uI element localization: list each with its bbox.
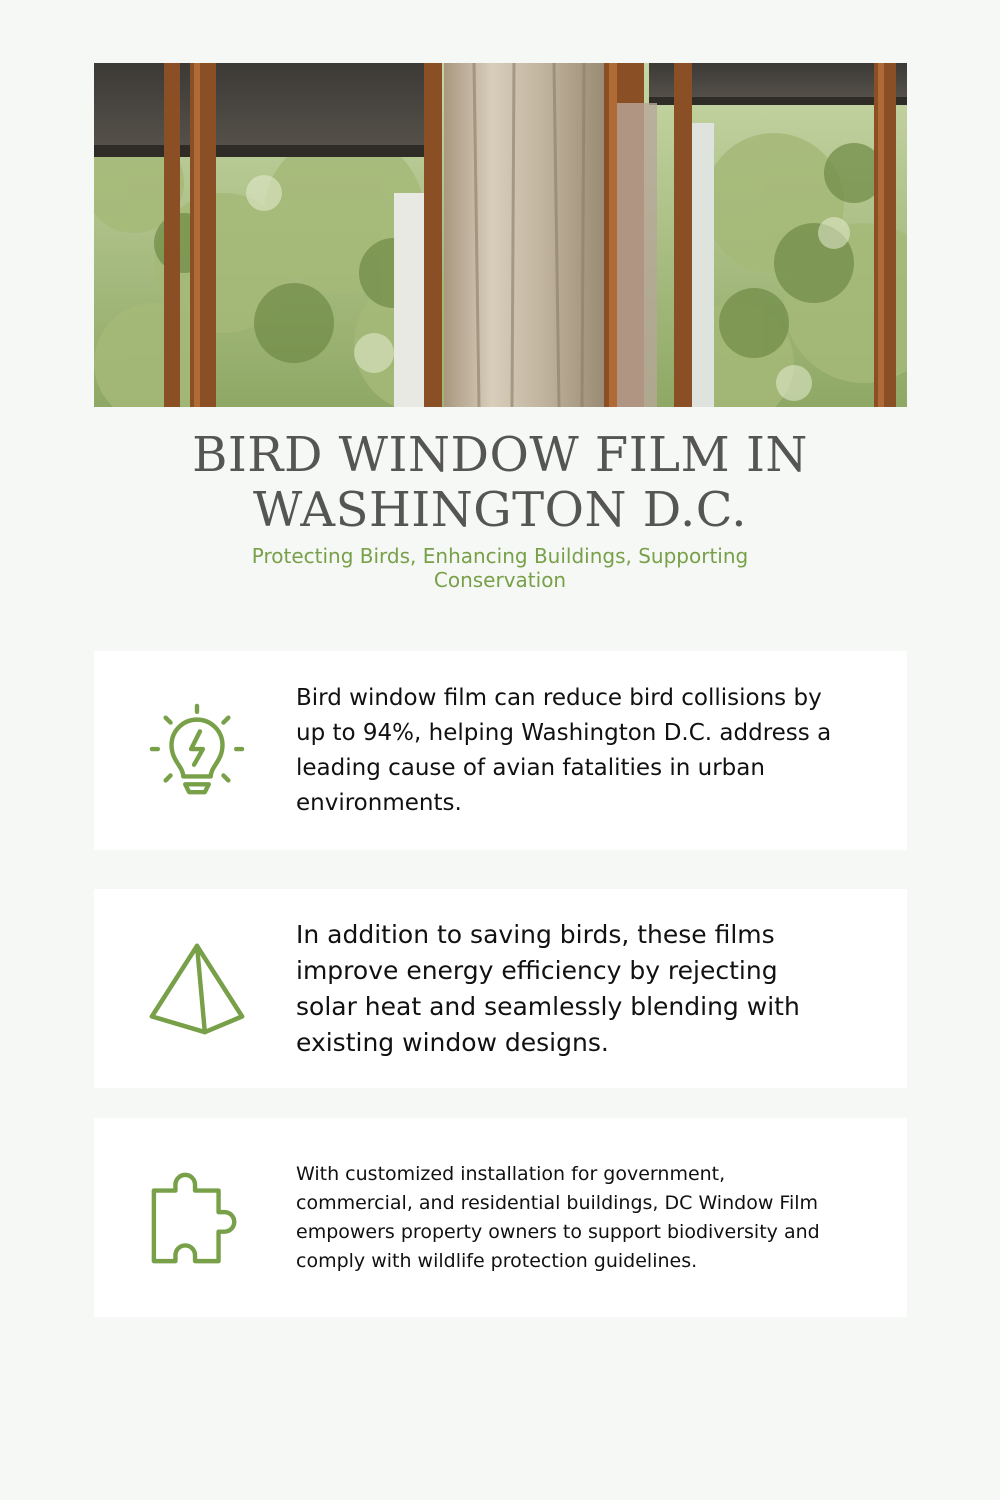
- lightbulb-icon: [148, 702, 246, 800]
- card-text: In addition to saving birds, these films improve energy efficiency by rejecting solar heat and seamlessly blending with existing window designs.: [296, 919, 800, 1057]
- page-subtitle: Protecting Birds, Enhancing Buildings, Supporting Conservation: [251, 544, 749, 592]
- info-card-collisions: [94, 651, 907, 850]
- hero-image: [94, 63, 907, 407]
- pyramid-icon: [148, 940, 246, 1038]
- puzzle-piece-icon: [148, 1169, 246, 1267]
- card-text: With customized installation for government, commercial, and residential buildings, DC Window Film empowers property owners to support biodiversity and comply with wildlife protection guidelines.: [296, 1162, 820, 1272]
- info-card-energy: [94, 889, 907, 1088]
- card-text: Bird window film can reduce bird collisions by up to 94%, helping Washington D.C. address a leading cause of avian fatalities in urban environments.: [296, 684, 832, 816]
- page-title: BIRD WINDOW FILM IN WASHINGTON D.C.: [192, 427, 808, 538]
- info-card-installation: [94, 1118, 907, 1317]
